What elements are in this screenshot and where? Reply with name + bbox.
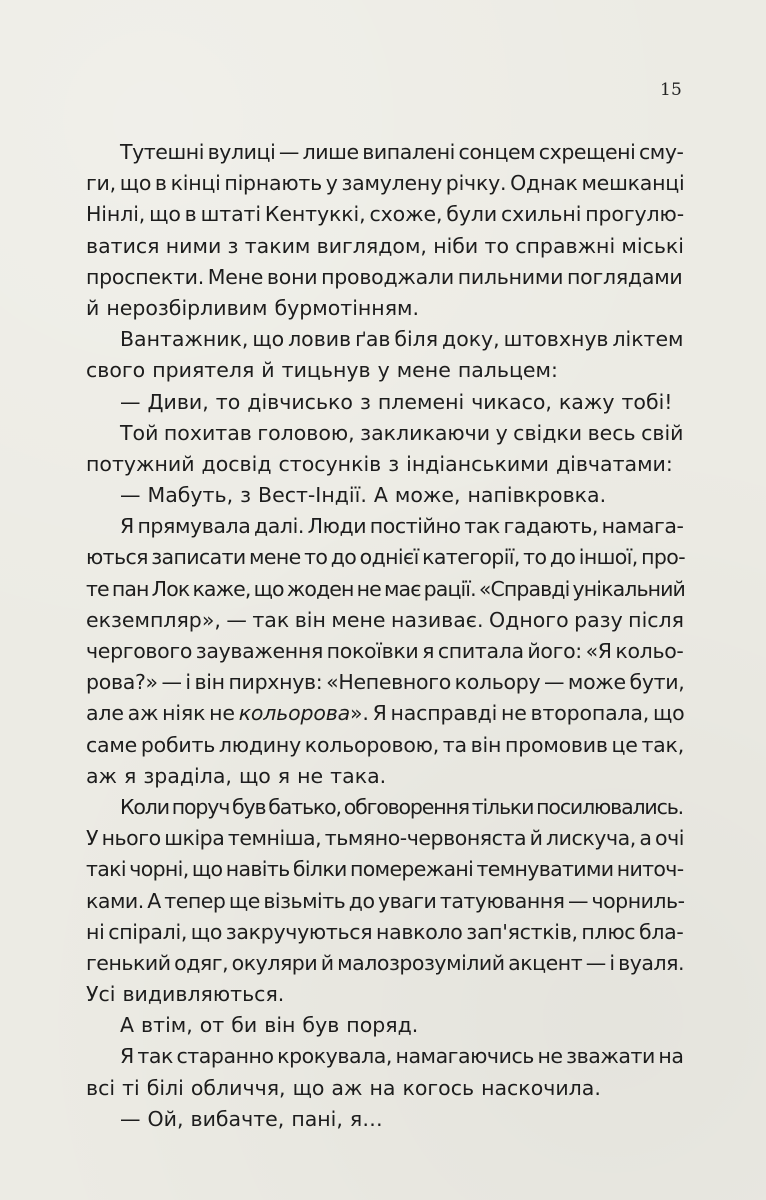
text-line: те пан Лок каже, що жоден не має рації. «Справді унікальний (86, 576, 685, 601)
text-line: й нерозбірливим бурмотінням. (86, 295, 420, 320)
text-line: А втім, от би він був поряд. (120, 1013, 419, 1038)
text-line: потужний досвід стосунків з індіанськими дівчатами: (86, 451, 673, 476)
text-line: — Ой, вибачте, пані, я… (120, 1106, 383, 1131)
text-line: проспекти. Мене вони проводжали пильними поглядами (86, 264, 683, 289)
text-line: Той похитав головою, закликаючи у свідки весь свій (120, 420, 684, 445)
text-line: аж я зраділа, що я не така. (86, 763, 387, 788)
text-line: ні спіралі, що закручуються навколо зап'ястків, плюс бла- (86, 919, 684, 944)
text-line: Коли поруч був батько, обговорення тільки посилювались. (120, 794, 683, 819)
page-number: 15 (659, 80, 682, 100)
text-line: Я прямувала далі. Люди постійно так гадають, намага- (120, 514, 684, 539)
text-line: ються записати мене то до однієї категорії, то до іншої, про- (86, 545, 685, 570)
body-text (86, 137, 685, 1135)
text-line: — Мабуть, з Вест-Індії. А може, напівкровка. (120, 483, 607, 508)
italic-word: кольорова (238, 701, 351, 726)
text-line: Вантажник, що ловив ґав біля доку, штовхнув ліктем (120, 327, 684, 352)
text-line: екземпляр», — так він мене називає. Одного разу після (86, 607, 684, 632)
text-line: але аж ніяк не кольорова». Я насправді не второпала, що (86, 701, 685, 726)
text-line: генький одяг, окуляри й малозрозумілий акцент — і вуаля. (86, 950, 684, 975)
text-line: такі чорні, що навіть білки помережані темнуватими ниточ- (86, 857, 684, 882)
text-line: Усі видивляються. (86, 982, 285, 1007)
text-line: свого приятеля й тицьнув у мене пальцем: (86, 358, 558, 383)
text-line: Нінлі, що в штаті Кентуккі, схоже, були схильні прогулю- (86, 202, 684, 227)
text-line: У нього шкіра темніша, тьмяно-червоняста й лискуча, а очі (86, 826, 684, 851)
text-line: ками. А тепер ще візьміть до уваги татуювання — чорниль- (86, 888, 685, 913)
text-line: ватися ними з таким виглядом, ніби то справжні міські (86, 233, 684, 258)
text-line: всі ті білі обличчя, що аж на когось наскочила. (86, 1075, 601, 1100)
text-line: саме робить людину кольоровою, та він промовив це так, (86, 732, 684, 757)
text-line: — Диви, то дівчисько з племені чикасо, кажу тобі! (120, 389, 673, 414)
text-line: чергового зауваження покоївки я спитала його: «Я кольо- (86, 639, 684, 663)
text-line: Я так старанно крокувала, намагаючись не зважати на (120, 1044, 684, 1069)
text-line: Тутешні вулиці — лише випалені сонцем схрещені сму- (120, 140, 684, 164)
text-line: рова?» — і він пирхнув: «Непевного кольору — може бути, (86, 670, 685, 695)
text-line: ги, що в кінці пірнають у замулену річку. Однак мешканці (86, 171, 685, 196)
